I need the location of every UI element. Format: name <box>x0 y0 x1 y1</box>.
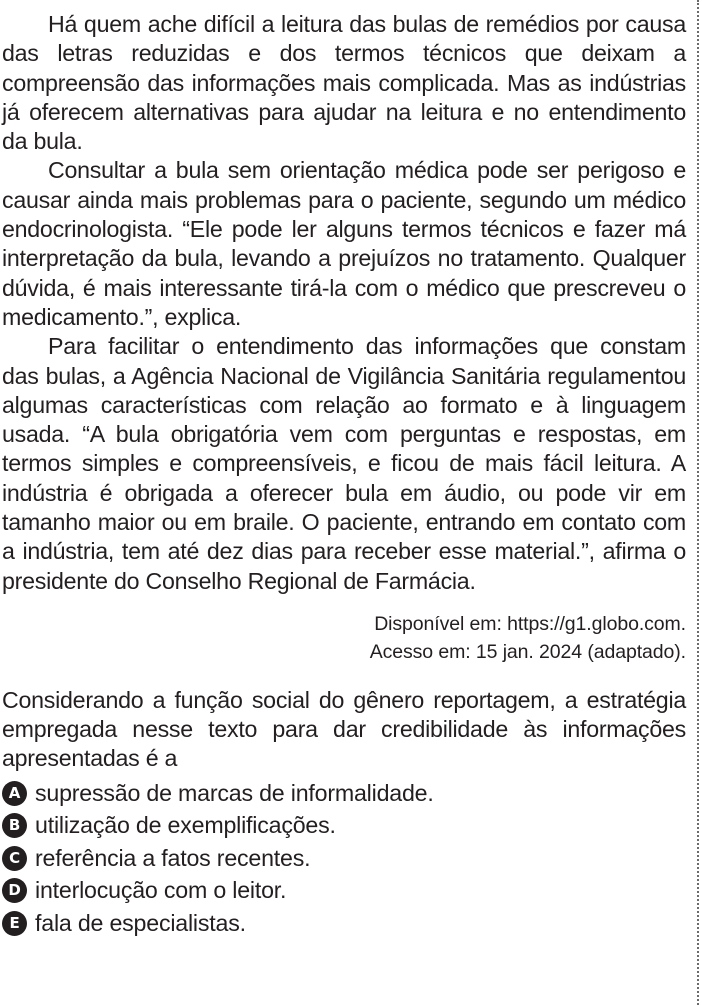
option-a-text: supressão de marcas de informalidade. <box>35 779 434 806</box>
option-a-letter-badge: A <box>2 781 27 806</box>
option-b-text: utilização de exemplificações. <box>35 812 336 839</box>
option-d-letter-badge: D <box>2 878 27 903</box>
option-b[interactable] <box>2 809 686 842</box>
column-divider <box>697 0 699 1005</box>
option-c-letter-badge: C <box>2 846 27 871</box>
article-paragraph-3: Para facilitar o entendimento das informações que constam das bulas, a Agência Nacional de Vigilância Sanitária regulamentou algumas características com relação ao formato e à linguagem usada. “A bula obrigatória vem com perguntas e respostas, em termos simples e compreensíveis, e ficou de mais fácil leitura. A indústria é obrigada a oferecer bula em áudio, ou pode vir em tamanho maior ou em braile. O paciente, entrando em contato com a indústria, tem até dez dias para receber esse material.”, afirma o presidente do Conselho Regional de Farmácia. <box>2 333 686 594</box>
option-d[interactable] <box>2 874 686 907</box>
source-line-1: Disponível em: https://g1.globo.com. <box>374 612 686 635</box>
option-e-text: fala de especialistas. <box>35 909 246 936</box>
article-paragraph-1: Há quem ache difícil a leitura das bulas de remédios por causa das letras reduzidas e dos termos técnicos que deixam a compreensão das informações mais complicada. Mas as indústrias já oferecem alternativas para ajudar na leitura e no entendimento da bula. <box>2 11 686 155</box>
answer-options <box>2 777 686 940</box>
article-paragraph-2: Consultar a bula sem orientação médica pode ser perigoso e causar ainda mais problemas para o paciente, segundo um médico endocrinologista. “Ele pode ler alguns termos técnicos e fazer má interpretação da bula, levando a prejuízos no tratamento. Qualquer dúvida, é mais interessante tirá-la com o médico que prescreveu o medicamento.”, explica. <box>2 157 686 330</box>
option-d-text: interlocução com o leitor. <box>35 877 287 904</box>
text-block <box>2 10 686 939</box>
option-c-text: referência a fatos recentes. <box>35 844 311 871</box>
question-stem: Considerando a função social do gênero reportagem, a estratégia empregada nesse texto para dar credibilidade às informações apresentadas é a <box>2 686 686 771</box>
option-a[interactable] <box>2 777 686 810</box>
option-b-letter-badge: B <box>2 813 27 838</box>
source-line-2: Acesso em: 15 jan. 2024 (adaptado). <box>369 640 686 663</box>
option-e[interactable] <box>2 907 686 940</box>
source-citation <box>2 610 686 666</box>
option-c[interactable] <box>2 842 686 875</box>
option-e-letter-badge: E <box>2 911 27 936</box>
